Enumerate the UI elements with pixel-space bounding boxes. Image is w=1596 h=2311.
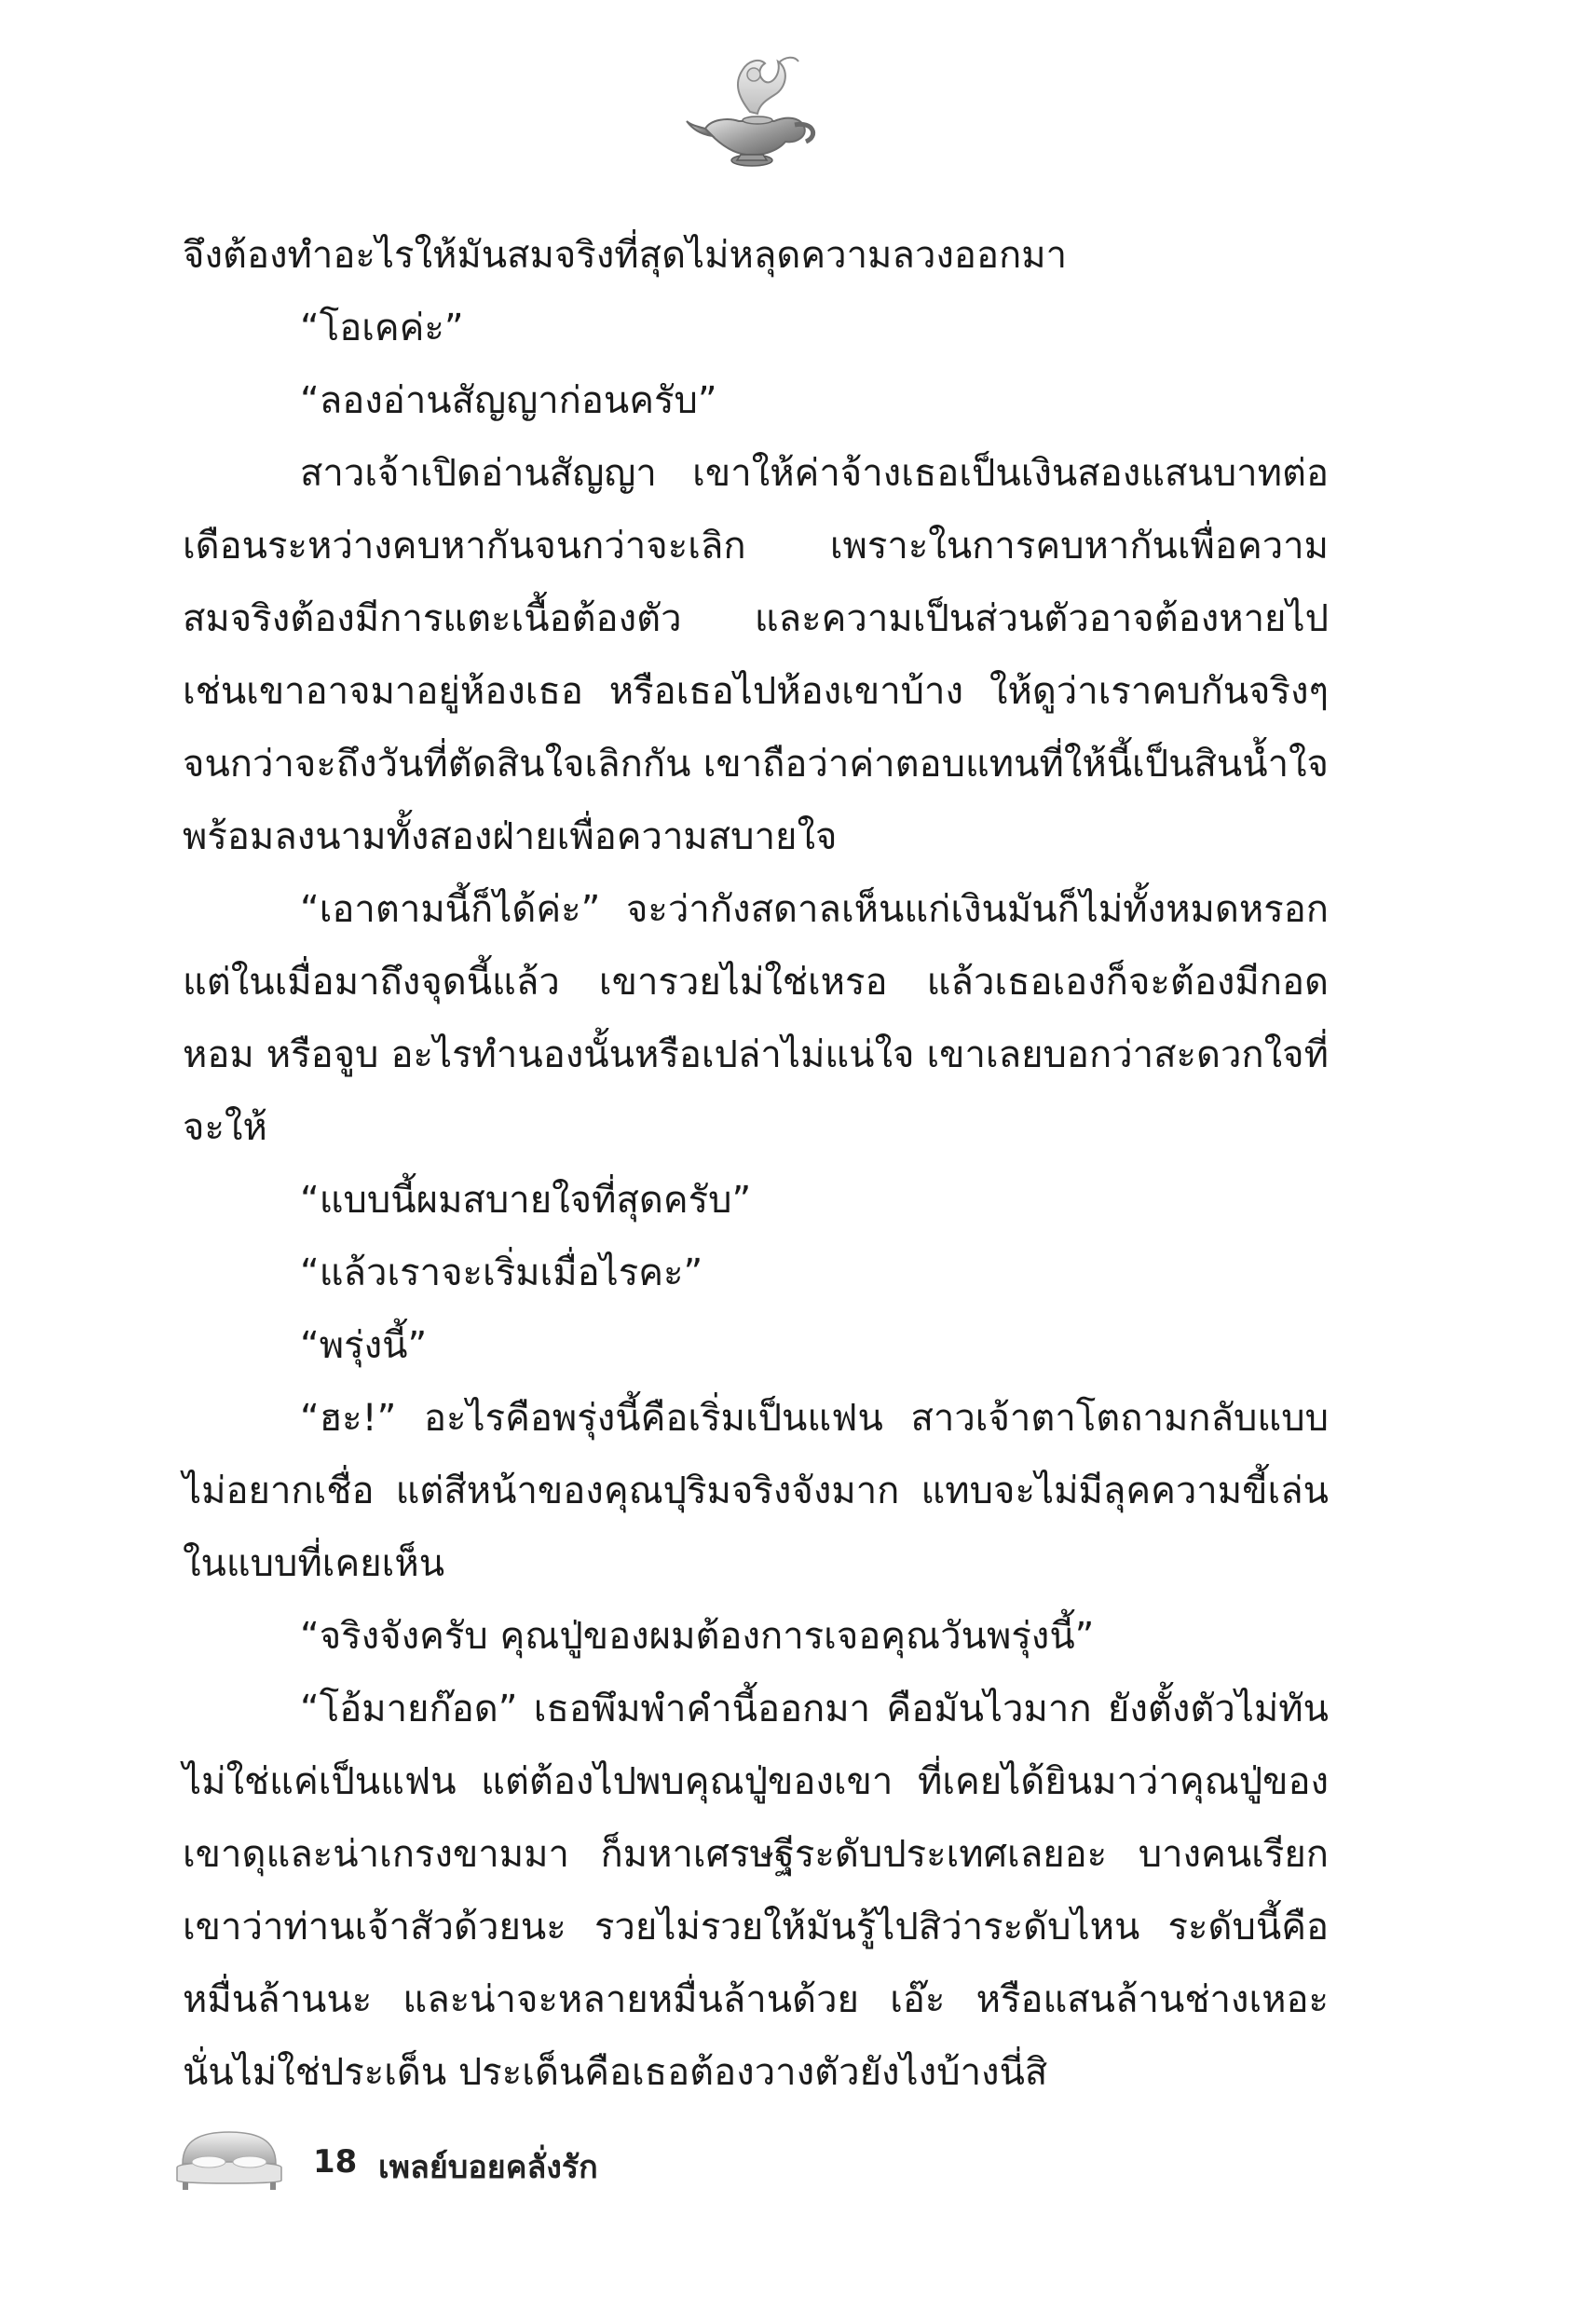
paragraph: “เอาตามนี้ก็ได้ค่ะ” จะว่ากังสดาลเห็นแก่เงินมันก็ไม่ทั้งหมดหรอก แต่ในเมื่อมาถึงจุดนี้แล้ว เขารวยไม่ใช่เหรอ แล้วเธอเองก็จะต้องมีกอด หอม หรือจูบ อะไรทำนองนั้นหรือเปล่าไม่แน่ใจ เขาเลยบอกว่าสะดวกใจที่จะให้	[183, 888, 1329, 1149]
paragraph: “โอเคค่ะ”	[300, 307, 464, 349]
paragraph: “พรุ่งนี้”	[300, 1324, 428, 1367]
paragraph: จึงต้องทำอะไรให้มันสมจริงที่สุดไม่หลุดความลวงออกมา	[183, 234, 1068, 277]
paragraph: สาวเจ้าเปิดอ่านสัญญา เขาให้ค่าจ้างเธอเป็นเงินสองแสนบาทต่อเดือนระหว่างคบหากันจนกว่าจะเลิก เพราะในการคบหากันเพื่อความสมจริงต้องมีการแตะเนื้อต้องตัว และความเป็นส่วนตัวอาจต้องหายไป เช่นเขาอาจมาอยู่ห้องเธอ หรือเธอไปห้องเขาบ้าง ให้ดูว่าเราคบกันจริงๆ จนกว่าจะถึงวันที่ตัดสินใจเลิกกัน เขาถือว่าค่าตอบแทนที่ให้นี้เป็นสินน้ำใจ พร้อมลงนามทั้งสองฝ่ายเพื่อความสบายใจ	[183, 452, 1329, 858]
book-title: เพลย์บอยคลั่งรัก	[378, 2149, 598, 2186]
paragraph: “แบบนี้ผมสบายใจที่สุดครับ”	[300, 1179, 752, 1222]
body-text	[183, 219, 1329, 2109]
bed-icon	[173, 2126, 285, 2192]
paragraph: “ฮะ!” อะไรคือพรุ่งนี้คือเริ่มเป็นแฟน สาวเจ้าตาโตถามกลับแบบไม่อยากเชื่อ แต่สีหน้าของคุณปุริมจริงจังมาก แทบจะไม่มีลุคความขี้เล่นในแบบที่เคยเห็น	[183, 1397, 1329, 1585]
paragraph: “ลองอ่านสัญญาก่อนครับ”	[300, 379, 717, 422]
magic-lamp-genie-icon	[685, 47, 825, 177]
paragraph: “แล้วเราจะเริ่มเมื่อไรคะ”	[300, 1251, 703, 1294]
paragraph: “โอ้มายก๊อด” เธอพึมพำคำนี้ออกมา คือมันไวมาก ยังตั้งตัวไม่ทัน ไม่ใช่แค่เป็นแฟน แต่ต้องไปพบคุณปู่ของเขา ที่เคยได้ยินมาว่าคุณปู่ของเขาดุและน่าเกรงขามมา ก็มหาเศรษฐีระดับประเทศเลยอะ บางคนเรียกเขาว่าท่านเจ้าสัวด้วยนะ รวยไม่รวยให้มันรู้ไปสิว่าระดับไหน ระดับนี้คือหมื่นล้านนะ และน่าจะหลายหมื่นล้านด้วย เอ๊ะ หรือแสนล้านช่างเหอะ นั่นไม่ใช่ประเด็น ประเด็นคือเธอต้องวางตัวยังไงบ้างนี่สิ	[183, 1688, 1329, 2094]
page-number: 18	[313, 2143, 358, 2181]
paragraph: “จริงจังครับ คุณปู่ของผมต้องการเจอคุณวันพรุ่งนี้”	[300, 1615, 1095, 1658]
page-footer	[173, 2126, 825, 2201]
